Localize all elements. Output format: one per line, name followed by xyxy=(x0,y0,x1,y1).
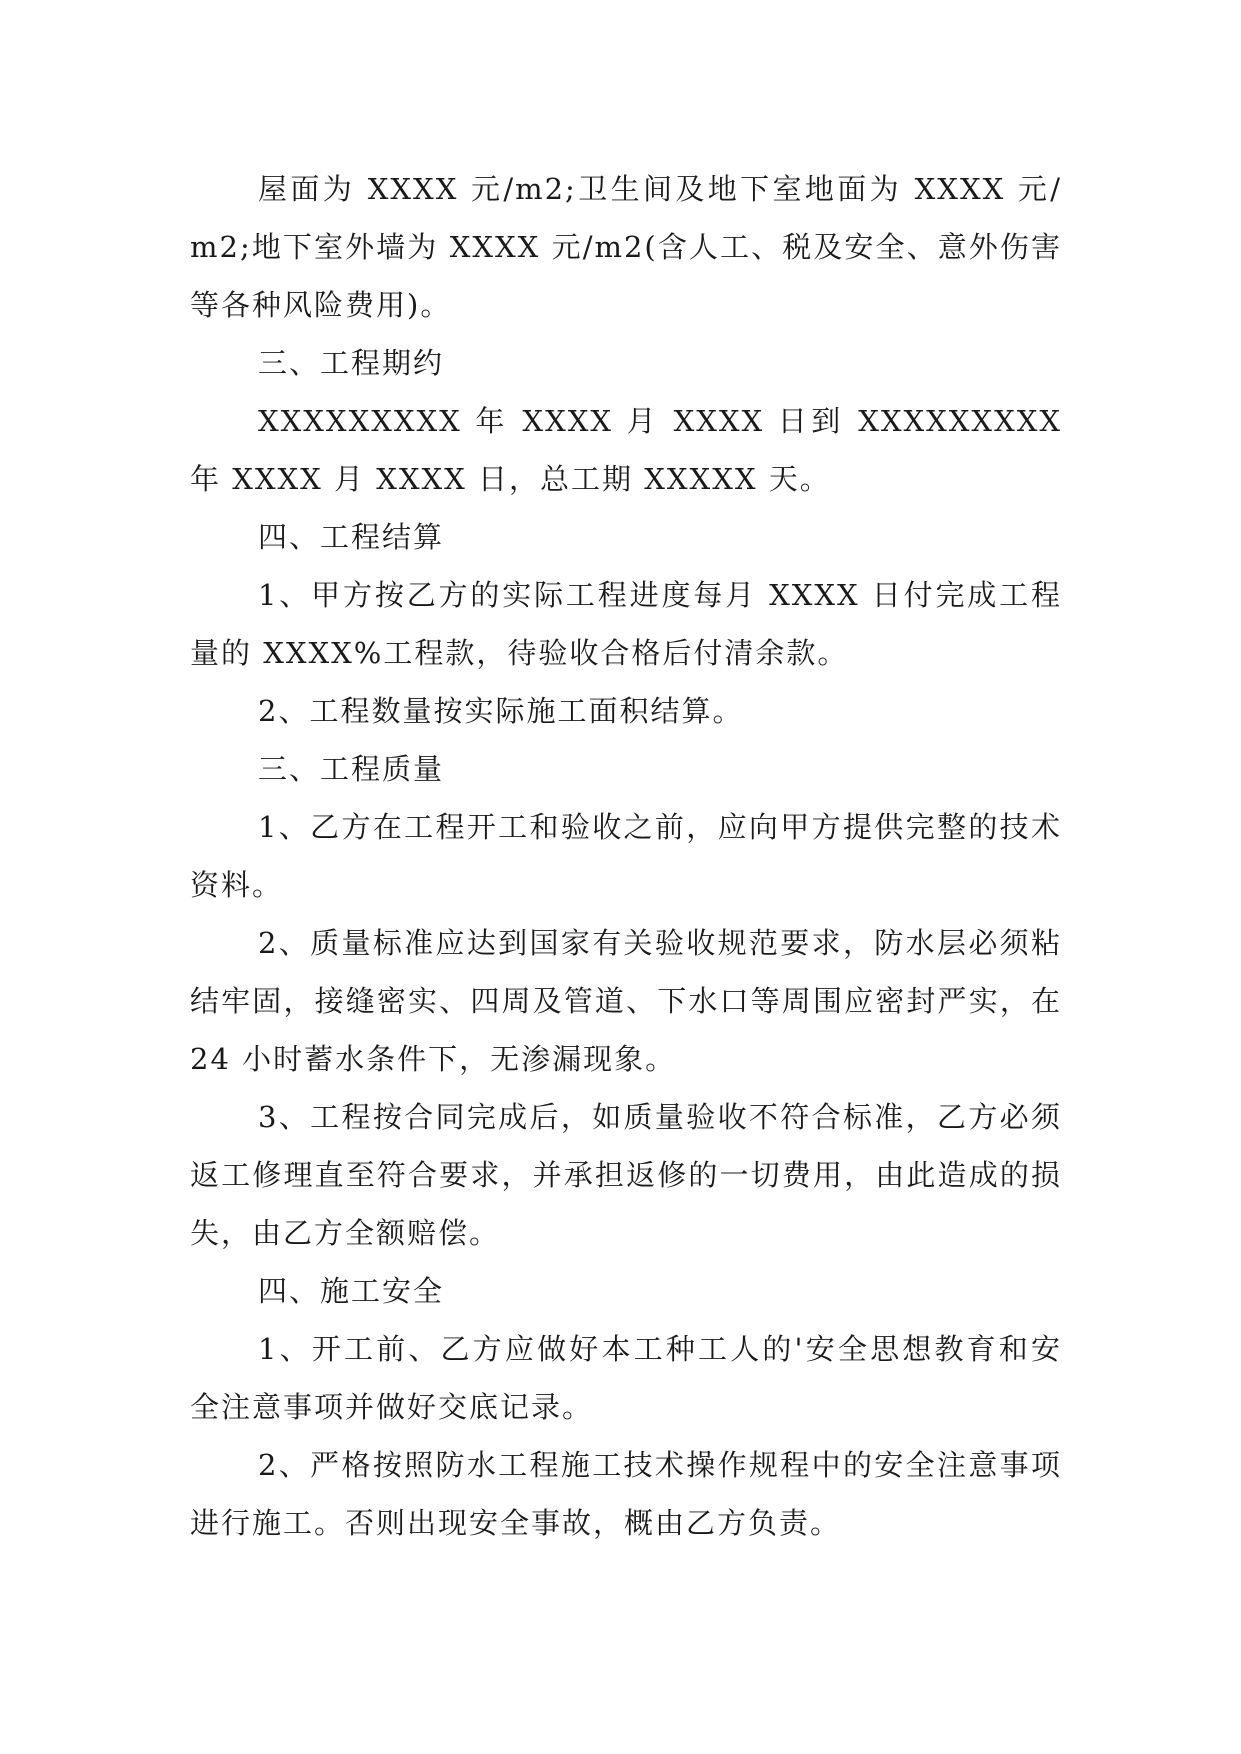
paragraph-schedule: XXXXXXXXX 年 XXXX 月 XXXX 日到 XXXXXXXXX 年 XXXX 月 XXXX 日，总工期 XXXXX 天。 xyxy=(190,404,1062,496)
section-heading-safety: 四、施工安全 xyxy=(258,1274,445,1308)
paragraph-unit-prices: 屋面为 XXXX 元/m2;卫生间及地下室地面为 XXXX 元/m2;地下室外墙为 XXXX 元/m2(含人工、税及安全、意外伤害等各种风险费用)。 xyxy=(190,172,1062,322)
paragraph-settlement-2: 2、工程数量按实际施工面积结算。 xyxy=(258,694,744,728)
paragraph-safety-2: 2、严格按照防水工程施工技术操作规程中的安全注意事项进行施工。否则出现安全事故，概由乙方负责。 xyxy=(190,1448,1062,1540)
document-body xyxy=(190,160,1062,1552)
section-heading-schedule: 三、工程期约 xyxy=(258,346,445,380)
paragraph-quality-3: 3、工程按合同完成后，如质量验收不符合标准，乙方必须返工修理直至符合要求，并承担返修的一切费用，由此造成的损失，由乙方全额赔偿。 xyxy=(190,1100,1062,1250)
paragraph-quality-1: 1、乙方在工程开工和验收之前，应向甲方提供完整的技术资料。 xyxy=(190,810,1062,902)
section-heading-settlement: 四、工程结算 xyxy=(258,520,445,554)
paragraph-settlement-1: 1、甲方按乙方的实际工程进度每月 XXXX 日付完成工程量的 XXXX%工程款，待验收合格后付清余款。 xyxy=(190,578,1062,670)
paragraph-safety-1: 1、开工前、乙方应做好本工种工人的'安全思想教育和安全注意事项并做好交底记录。 xyxy=(190,1332,1062,1424)
paragraph-quality-2: 2、质量标准应达到国家有关验收规范要求，防水层必须粘结牢固，接缝密实、四周及管道、下水口等周围应密封严实，在 24 小时蓄水条件下，无渗漏现象。 xyxy=(190,926,1062,1076)
section-heading-quality: 三、工程质量 xyxy=(258,752,445,786)
